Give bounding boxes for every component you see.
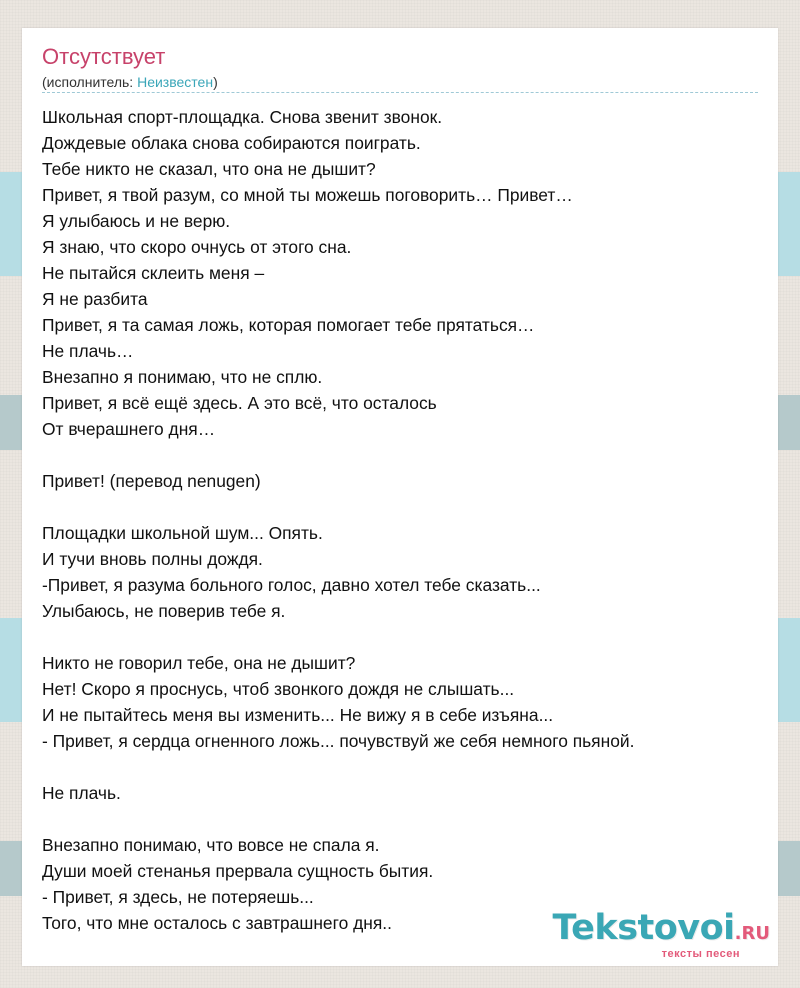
artist-link[interactable]: Неизвестен [137, 74, 214, 90]
lyrics-line: Привет, я твой разум, со мной ты можешь поговорить… Привет… [42, 185, 573, 205]
lyrics-line: От вчерашнего дня… [42, 419, 216, 439]
lyrics-line: Привет, я та самая ложь, которая помогает тебе прятаться… [42, 315, 535, 335]
lyrics-line: Дождевые облака снова собираются поиграть. [42, 133, 421, 153]
lyrics-line: Внезапно я понимаю, что не сплю. [42, 367, 323, 387]
logo-tld: .RU [734, 923, 770, 944]
lyrics-blank-line [42, 494, 762, 520]
lyrics-line: Привет, я всё ещё здесь. А это всё, что осталось [42, 393, 437, 413]
lyrics-line: - Привет, я здесь, не потеряешь... [42, 887, 314, 907]
lyrics-line: Улыбаюсь, не поверив тебе я. [42, 601, 286, 621]
lyrics-line: Внезапно понимаю, что вовсе не спала я. [42, 835, 380, 855]
logo-subtitle: тексты песен [661, 948, 740, 960]
lyrics-line: Тебе никто не сказал, что она не дышит? [42, 159, 376, 179]
artist-suffix: ) [213, 74, 218, 90]
header-divider [42, 92, 758, 93]
lyrics-line: Площадки школьной шум... Опять. [42, 523, 323, 543]
lyrics-line: Не плачь… [42, 341, 134, 361]
song-title: Отсутствует [42, 44, 166, 69]
lyrics-blank-line [42, 442, 762, 468]
lyrics-line: Никто не говорил тебе, она не дышит? [42, 653, 356, 673]
lyrics-line: Я не разбита [42, 289, 148, 309]
artist-line [42, 73, 218, 91]
logo-wordmark: Tekstovoi [552, 908, 735, 948]
lyrics-line: Души моей стенанья прервала сущность бытия. [42, 861, 434, 881]
lyrics-line: Нет! Скоро я проснусь, чтоб звонкого дождя не слышать... [42, 679, 515, 699]
lyrics-blank-line [42, 806, 762, 832]
lyrics-line: Не плачь. [42, 783, 121, 803]
lyrics-line: - Привет, я сердца огненного ложь... почувствуй же себя немного пьяной. [42, 731, 635, 751]
lyrics-line: Я улыбаюсь и не верю. [42, 211, 231, 231]
lyrics-line: Привет! (перевод nenugen) [42, 471, 261, 491]
lyrics-line: Того, что мне осталось с завтрашнего дня.. [42, 913, 392, 933]
lyrics-line: И тучи вновь полны дождя. [42, 549, 263, 569]
lyrics-text [42, 104, 762, 936]
site-logo[interactable] [552, 910, 770, 960]
artist-prefix: (исполнитель: [42, 74, 138, 90]
lyrics-blank-line [42, 754, 762, 780]
lyrics-line: Я знаю, что скоро очнусь от этого сна. [42, 237, 352, 257]
lyrics-line: Не пытайся склеить меня – [42, 263, 265, 283]
lyrics-card [22, 28, 778, 966]
lyrics-line: Школьная спорт-площадка. Снова звенит звонок. [42, 107, 443, 127]
lyrics-line: -Привет, я разума больного голос, давно хотел тебе сказать... [42, 575, 541, 595]
lyrics-blank-line [42, 624, 762, 650]
lyrics-line: И не пытайтесь меня вы изменить... Не вижу я в себе изъяна... [42, 705, 554, 725]
